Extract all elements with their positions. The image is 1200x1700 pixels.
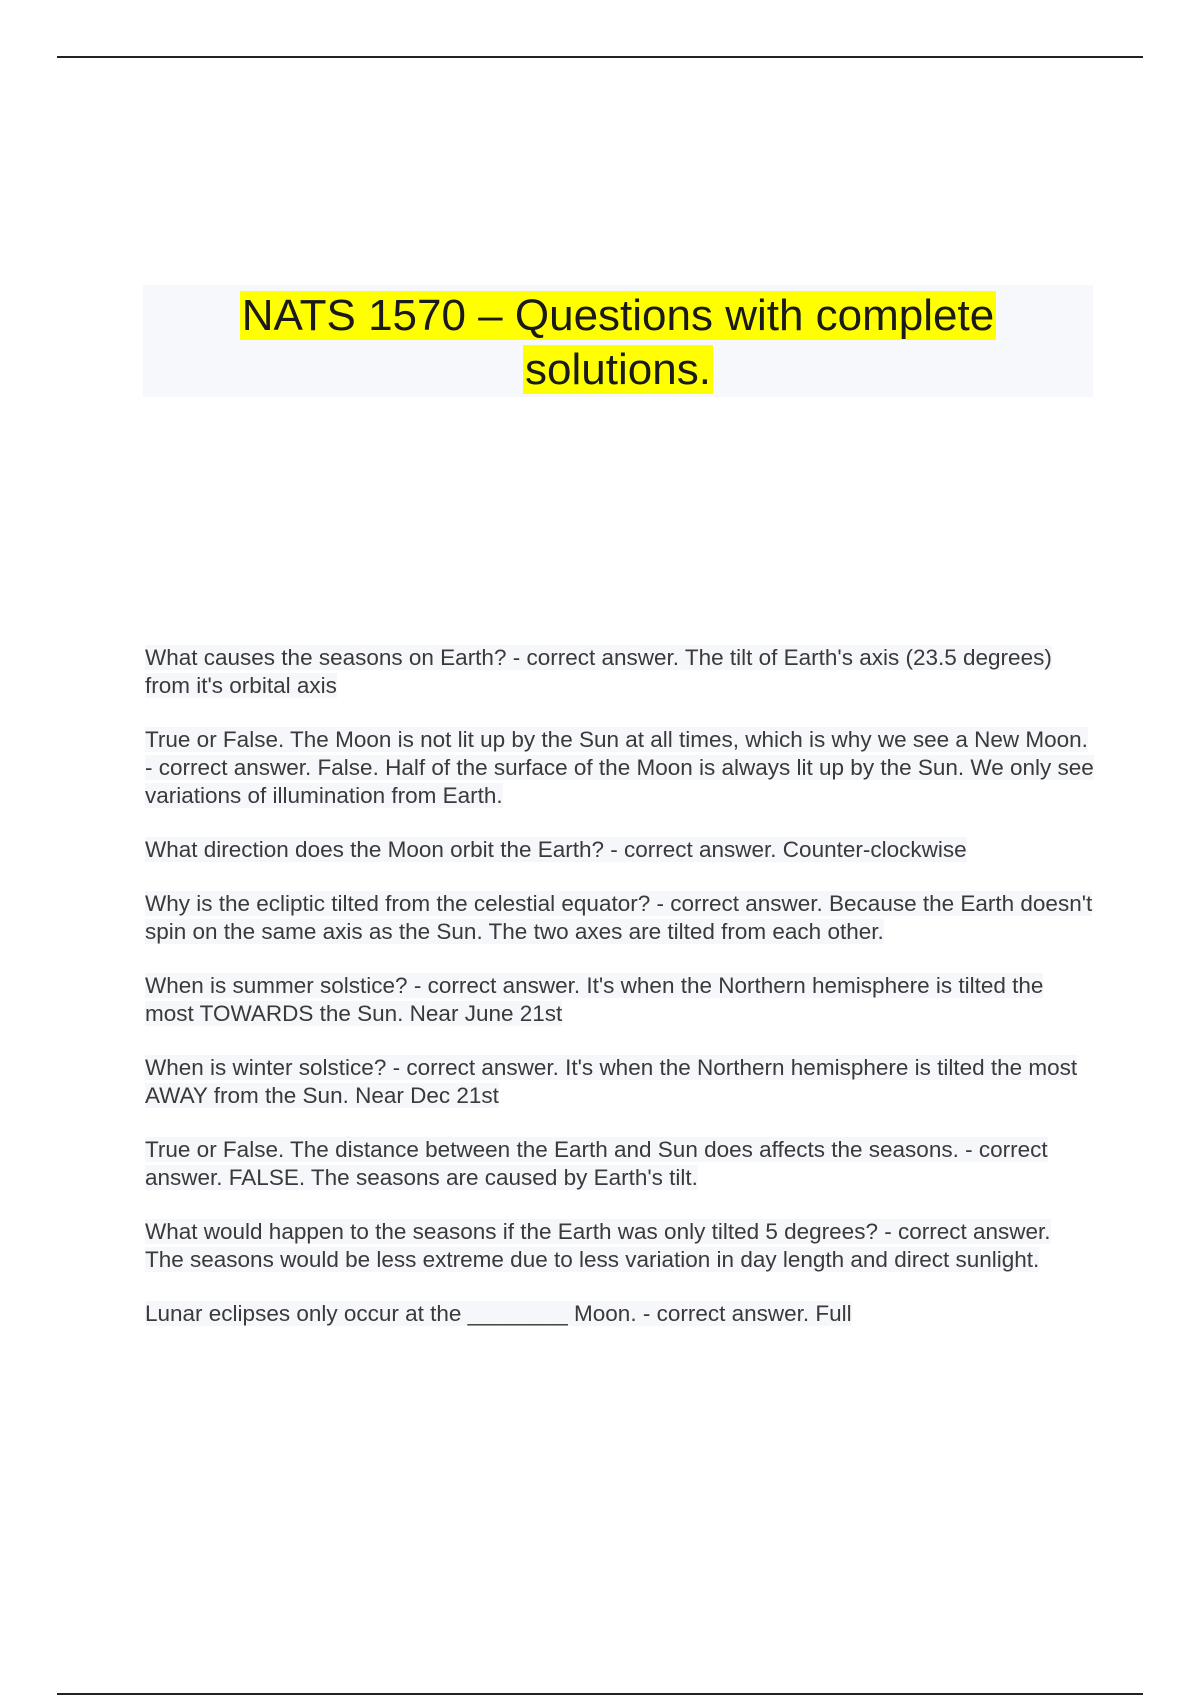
title-block: [143, 285, 1093, 397]
qa-text: When is winter solstice? - correct answer. It's when the Northern hemisphere is tilted the most AWAY from the Sun. Near Dec 21st: [145, 1055, 1078, 1108]
qa-text: Lunar eclipses only occur at the ________ Moon. - correct answer. Full: [145, 1301, 852, 1326]
qa-item-6: [145, 1054, 1095, 1110]
qa-text: True or False. The distance between the Earth and Sun does affects the seasons. - correct answer. FALSE. The seasons are caused by Earth's tilt.: [145, 1137, 1048, 1190]
qa-text: True or False. The Moon is not lit up by the Sun at all times, which is why we see a New Moon. - correct answer. False. Half of the surface of the Moon is always lit up by the Sun. We only see variations of illumination from Earth.: [145, 727, 1094, 808]
page-title-text: NATS 1570 – Questions with complete solutions.: [241, 291, 995, 394]
qa-item-7: [145, 1136, 1095, 1192]
qa-item-2: [145, 726, 1095, 810]
qa-item-4: [145, 890, 1095, 946]
page-title: [143, 285, 1093, 397]
qa-text: When is summer solstice? - correct answer. It's when the Northern hemisphere is tilted the most TOWARDS the Sun. Near June 21st: [145, 973, 1044, 1026]
qa-item-1: [145, 644, 1095, 700]
qa-text: What would happen to the seasons if the Earth was only tilted 5 degrees? - correct answer. The seasons would be less extreme due to less variation in day length and direct sunlight.: [145, 1219, 1051, 1272]
qa-item-8: [145, 1218, 1095, 1274]
qa-item-5: [145, 972, 1095, 1028]
bottom-rule: [57, 1693, 1143, 1695]
qa-item-9: [145, 1300, 1095, 1328]
qa-text: Why is the ecliptic tilted from the celestial equator? - correct answer. Because the Earth doesn't spin on the same axis as the Sun. The two axes are tilted from each other.: [145, 891, 1093, 944]
top-rule: [57, 56, 1143, 58]
qa-list: [145, 644, 1095, 1354]
qa-item-3: [145, 836, 1095, 864]
qa-text: What causes the seasons on Earth? - correct answer. The tilt of Earth's axis (23.5 degrees) from it's orbital axis: [145, 645, 1052, 698]
qa-text: What direction does the Moon orbit the Earth? - correct answer. Counter-clockwise: [145, 837, 967, 862]
